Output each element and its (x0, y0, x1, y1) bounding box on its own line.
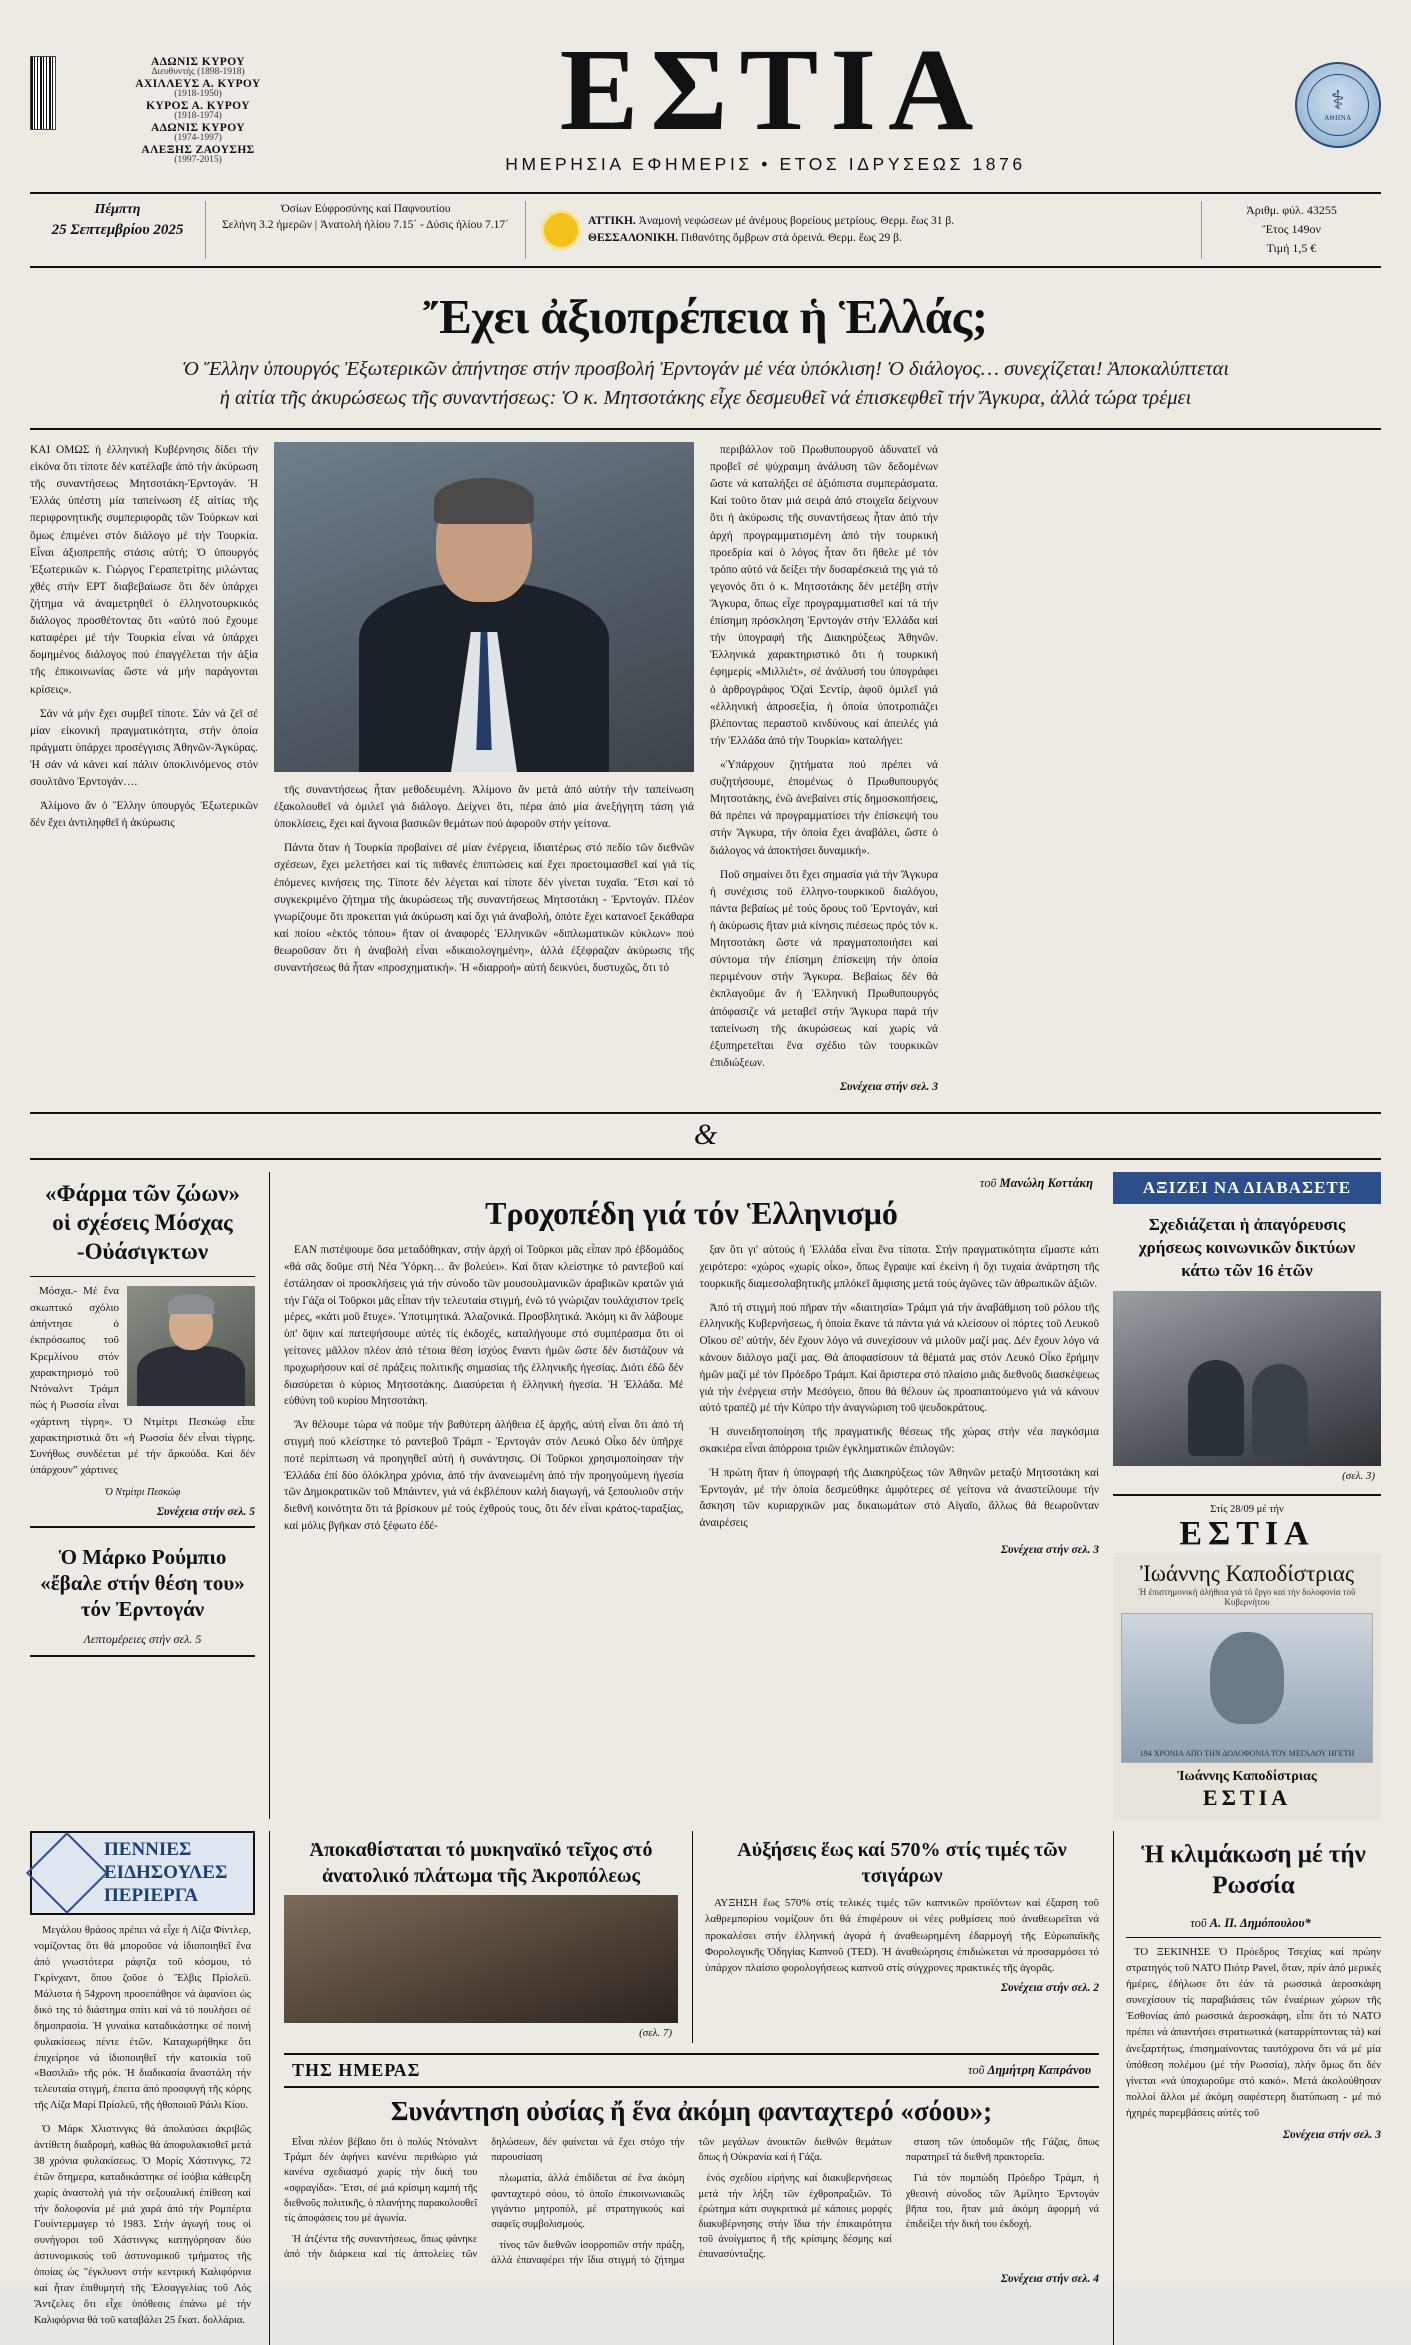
article-paragraph: πλωματία, ἀλλά ἐπιδίδεται σέ ἕνα ἀκόμη φανταχτερό σόου, τό ὁποῖο ἐπικοινωνιακῶς γιγάντιο μητροπόλ, μέ στρατηγικούς καί σαφεῖς συμβολισμούς. (491, 2173, 685, 2230)
farm-article-title: «Φάρμα τῶν ζώων» οἱ σχέσεις Μόσχας -Οὐάσιγκτων (30, 1172, 255, 1277)
peskov-photo (127, 1286, 255, 1406)
editor-name: ΑΛΕΞΗΣ ΖΑΟΥΣΗΣ (141, 144, 255, 157)
kapranos-byline (968, 2063, 1099, 2078)
bottom-center-column (269, 1831, 1099, 2345)
rubio-article-sub: Λεπτομέρειες στήν σελ. 5 (83, 1632, 202, 1647)
middle-section (30, 1172, 1381, 1819)
pennies-logo-icon (26, 1832, 108, 1914)
editor-name: ΑΧΙΛΛΕΥΣ Α. ΚΥΡΟΥ (135, 78, 261, 91)
kapranos-continuation: Συνέχεια στήν σελ. 4 (1000, 2272, 1099, 2285)
subhead-line-2: ἡ αἰτία τῆς ἀκυρώσεως τῆς συναντήσεως: Ὁ κ. Μητσοτάκης εἶχε δεσμευθεῖ νά ἐπισκεφθεῖ τήν Ἄγκυρα, ἀλλά τώρα τρέμει (219, 387, 1192, 410)
acropolis-ref: (σελ. 7) (639, 2027, 672, 2039)
peskov-caption: Ὁ Ντμίτρι Πεσκώφ (104, 1486, 181, 1498)
date: 25 Σεπτεμβρίου 2025 (51, 221, 184, 238)
of-the-day-bar (284, 2053, 1099, 2088)
article-paragraph: Εἶναι πλέον βέβαιο ὅτι ὁ πολύς Ντόναλντ Τράμπ δέν ἀφήνει κανένα περιθώριο γιά κανένα σχεδιασμό χωρίς τήν δική του «σφραγίδα». Ἔτσι, σέ μιά κρίσιμη καμπή τῆς διεθνοῦς πολιτικῆς, ὁ πλανήτης παρακολουθεῖ τίς ἀποφάσεις του μέ ἀγωνία. (284, 2137, 478, 2224)
lead-paragraph: Ποῦ σημαίνει ὅτι ἔχει σημασία γιά τήν Ἄγκυρα ἡ συνέχισις τοῦ ἑλληνο-τουρκικοῦ διαλόγου, πάντα βεβαίως μέ τούς ὅρους τοῦ Ἐρντογάν, καί ἡ ἀκύρωσις ἤταν μιά κίνησις πιέσεως πρός τόν κ. Μητσοτάκη ὥστε νά πραγματοποιήσει καί σύντομα τήν ἐπίσημη ἐπίσκεψη τήν ὁποία περιμένουν στήν Ἄγκυρα. Βεβαίως δέν θά ἐκπλαγοῦμε ἄν ἡ Ἑλληνική Πρωθυπουργός ἀπόφασιζε νά μεταβεῖ στήν Ἄγκυρα παρά τήν ταπείνωση τῆς ἀκυρώσεως καί χωρίς νά ἐξυπηρετεῖται ἕνα σχέδιο τῶν τουρκικῶν ἐπιδιώξεων. (710, 868, 938, 1069)
article-paragraph: Ἡ συνειδητοποίηση τῆς πραγματικῆς θέσεως τῆς χώρας στήν νέα παγκόσμια σκακιέρα εἶναι ἀπόρροια τριῶν ἐγκληματικῶν ἐπιλογῶν: (699, 1426, 1099, 1455)
article-paragraph: Ἡ ἀτζέντα τῆς συναντήσεως, ὅπως φάνηκε ἀπό τήν διάρκεια καί τίς ἀπτολείες τῶν δηλώσεων, δέν φαίνεται νά ἔχει στόχο τήν παρουσίαση (284, 2137, 685, 2261)
bottom-right-column (1113, 1831, 1381, 2345)
masthead-subtitle: ΗΜΕΡΗΣΙΑ ΕΦΗΜΕΡΙΣ • ΕΤΟΣ ΙΔΡΥΣΕΩΣ 1876 (505, 154, 1026, 175)
weather-text: Πιθανότης ὄμβρων στά ὀρεινά. Θερμ. ἕως 29 β. (680, 231, 902, 244)
issue-block (1201, 201, 1381, 259)
lead-paragraph: περιβάλλον τοῦ Πρωθυπουργοῦ ἀδυνατεῖ νά προβεῖ σέ ψύχραιμη ἀνάλυση τῶν δεδομένων ὥστε νά καταλήξει σέ ἀξιόπιστα συμπεράσματα. Καί τοῦτο ὅταν μιά σειρά ἀπό στοιχεῖα δείχνουν ὅτι ἡ ἀκύρωσις τῆς συναντήσεως ἦταν ἀπό τήν ἀρχή προγραμματισμένη ἀπό τήν τουρκική προεδρία καί ὁ λόγος ἦταν ὅτι ἤθελε μέ τόν τρόπο αὐτό νά δείξει τήν δυσαρέσκειά της γιά τό γεγονός ὅτι ὁ κ. Μητσοτάκης δέν μετέβη στήν Ἄγκυρα, ὅπως εἶχε προγραμματισθεῖ καί τά τήν ἐπίσημη πρόσκληση Ἐρντογάν στήν Ἑλλάδα καί τήν ὑπογραφή τῆς Διακηρύξεως Ἀθηνῶν. Ἑλληνικά χαρακτηριστικό ὅτι ἡ τουρκική ἐφημερίς «Μιλλιέτ», σέ ἀνάλυσή του ὑπογράφει ὁ ἀρθρογράφος Ὀζαὶ Σεντίρ, ἀφοῦ ὁμιλεῖ γιά «ἑλληνική ἀπροσεξία, ἡ ὁποία ὑποτροπιάζει βλέποντας περαστοῦ κινδύνους καί ἀπειλές γιά τήν Ἑλλάδα ἀπό τήν Τουρκία» καταλήγει: (710, 444, 938, 747)
weather-region: ΑΤΤΙΚΗ. (588, 214, 636, 227)
kapranos-title: Συνάντηση οὐσίας ἤ ἕνα ἀκόμη φανταχτερό «σόου»; (390, 2096, 993, 2126)
lead-article (30, 442, 1381, 1106)
lead-paragraph: Σάν νά μήν ἔχει συμβεῖ τίποτε. Σάν νά ζεῖ σέ μίαν εἰκονική πραγματικότητα, στήν ὁποία πράγματι ὑπάρχει προσέγγισις Ἀθηνῶν-Ἀγκύρας. Ἡ σάν νά κάνει καί πάλιν ὑποκλινόμενος στόν σουλτᾶνο Ἐρντογάν…. (30, 707, 258, 789)
weather-text: Ἀναμονή νεφώσεων μέ ἀνέμους βορείους μετρίους. Θερμ. ἕως 31 β. (638, 214, 955, 227)
date-block (30, 201, 205, 259)
editors-list (66, 56, 330, 166)
masthead-center (330, 24, 1201, 175)
farm-continuation: Συνέχεια στήν σελ. 5 (156, 1505, 255, 1518)
kottakis-body (284, 1242, 1099, 1540)
weather-region: ΘΕΣΣΑΛΟΝΙΚΗ. (588, 231, 679, 244)
pennies-items (30, 1915, 255, 2344)
article-paragraph: ἑνός σχεδίου εἰρήνης καί διακυβερνήσεως μετά τήν λήξη τῶν ἐχθροπραξιῶν. Τό ἐρώτημα κάτι συγκριτικά μέ κάποιες μορφές διακυβέρνησης στήν ἴδια τήν ἐπικαιρότητα τοῦ ἀνοίγματος ἤ τῆς κρίσιμης δέσμης καί ἐπανασύνταξης. (698, 2173, 892, 2261)
cigarettes-title: Αὐξήσεις ἕως καί 570% στίς τιμές τῶν τσιγάρων (737, 1839, 1067, 1887)
editor-name: ΚΥΡΟΣ Α. ΚΥΡΟΥ (146, 100, 250, 113)
pennies-title: ΠΕΝΝΙΕΣ ΕΙΔΗΣΟΥΛΕΣ ΠΕΡΙΕΡΓΑ (104, 1839, 228, 1906)
farm-article-body: Μόσχα.- Μέ ἕνα σκωπτικό σχόλιο ἀπήντησε ὁ ἐκπρόσωπος τοῦ Κρεμλίνου στόν χαρακτηρισμό τοῦ Ντόναλντ Τράμπ πώς ἡ Ρωσσία εἶναι «χάρτινη τίγρη». Ὁ Ντμίτρι Πεσκώφ εἶπε χαρακτηριστικά ὅτι «ἡ Ρωσσία δέν εἶναι τίγρης. Συνήθως συνδέεται μέ τήν ἄρκούδα. Καί δέν ὑπάρχουν” χάρτινες (30, 1285, 255, 1477)
social-media-title: Σχεδιάζεται ἡ ἀπαγόρευσις χρήσεως κοινωνικῶν δικτύων κάτω τῶν 16 ἐτῶν (1138, 1215, 1356, 1281)
acropolis-title: Ἀποκαθίσταται τό μυκηναϊκό τεῖχος στό ἀνατολικό πλάτωμα τῆς Ἀκροπόλεως (309, 1839, 653, 1887)
editor-years: (1918-1950) (174, 89, 222, 100)
book-badge: 194 ΧΡΟΝΙΑ ΑΠΟ ΤΗΝ ΔΟΛΟΦΟΝΙΑ ΤΟΥ ΜΕΓΑΛΟΥ ΗΓΕΤΗ (1139, 1749, 1355, 1758)
main-subhead (30, 349, 1381, 430)
bottom-left-column (30, 1831, 255, 2345)
book-title: Ἰωάννης Καποδίστριας (1139, 1561, 1355, 1586)
ornament-divider (30, 1112, 1381, 1160)
kapranos-body (284, 2135, 1099, 2269)
book-promo[interactable] (1113, 1553, 1381, 1819)
book-subtitle: Ἡ ἐπιστημονική ἀλήθεια γιά τό ἔργο καί τήν δολοφονία τοῦ Κυβερνήτου (1138, 1587, 1356, 1607)
kottakis-title: Τροχοπέδη γιά τόν Ἑλληνισμό (485, 1195, 898, 1232)
weekday: Πέμπτη (94, 202, 141, 217)
of-the-day-label: ΤΗΣ ΗΜΕΡΑΣ (292, 2060, 421, 2080)
lead-paragraph: τῆς συναντήσεως ἦταν μεθοδευμένη. Ἀλίμονο ἄν μετά ἀπό αὐτήν τήν ταπείνωση ἐξακολουθεῖ νά ὁμιλεῖ γιά διάλογο. Δείχνει ὅτι, πέρα ἀπό μία ἀνεξήγητη τάση γιά ὑποκλίσεις, ἔχει καί ἄγνοια βασικῶν θεμάτων πού ἀφοροῦν στήν γείτονα. (274, 784, 694, 831)
article-paragraph: σταση τῶν ὑποδομῶν τῆς Γάζας, ὅπως παρατηρεῖ τά διεθνῆ πρακτορεῖα. (905, 2137, 1099, 2164)
saints-text: Ὁσίων Εὐφροσύνης καί Παφνουτίου (280, 203, 451, 215)
article-paragraph: Γιά τόν πομπώδη Πρόεδρο Τράμπ, ἡ χθεσινή σύνοδος τῶν Ἀμίλητο Ἐρντογάν βῆπα του, ἤταν μιά ἀκόμη ἀφορμή νά ἐπιδείξει τήν δική του ἐκδοχή. (905, 2173, 1099, 2230)
lead-paragraph: «Ὑπάρχουν ζητήματα πού πρέπει νά συζητήσουμε, ἐπομένως ὁ Πρωθυπουργός Μητσοτάκης, ἐνῶ ἀνεβαίνει στίς δημοσκοπήσεις, θά πρέπει νά προγραμματίσει τήν ἐπίσκεψή του στήν Ἄγκυρα, τήν ὁποία ἔχει ἀναβάλει, ὥστε ὁ διάλογος νά ἀποκτήσει δυναμική». (710, 758, 938, 857)
editor-years: (1997-2015) (174, 155, 222, 166)
masthead-left (30, 34, 330, 166)
seal-label: ΑΘΗΝΑ (1324, 114, 1352, 122)
lead-continuation: Συνέχεια στήν σελ. 3 (839, 1080, 938, 1093)
ampersand-ornament: & (693, 1118, 718, 1152)
lead-paragraph: Πάντα ὅταν ἡ Τουρκία προβαίνει σέ μίαν ἐνέργεια, ἰδιαιτέρως στό πεδίο τῶν διεθνῶν σχέσεων, ἔχει μελετήσει καί τίς πιθανές ἐπιπτώσεις καί ἔχει προετοιμασθεῖ καί γιά τίς ἑπόμενες κινήσεις της. Τίποτε δέν λέγεται καί τίποτε δέν γίνεται τυχαῖα. Ἔτσι καί τό συγκεκριμένο ζήτημα τῆς ἀκυρώσεως τῆς συναντήσεως Μητσοτάκη - Ἐρντογάν. Πλέον γνωρίζουμε ὅτι προκειται γιά ἀκύρωση καί ὄχι γιά ἀναβολή, ὁπότε ἔχει κατανοεῖ ξεκάθαρα καί ποίου «ἑκτός τόπου» ἤταν οἱ ἀναφορές Ἑλληνικῶν «διπλωματικῶν κύκλων» πού θεωροῦσαν ὅτι ἡ ἀναβολή εἶναι «δικαιολογημένη», ἀλλά ἐξέφραζαν ἀκύρωσις τῆς συναντήσεως θά ἦταν «προσχηματική». Ἡ «διαρροή» αὐτή δεικνύει, δυστυχῶς, ὅτι τό (274, 842, 694, 975)
byline-name: Μανώλη Κοττάκη (999, 1176, 1093, 1191)
editor-name: ΑΔΩΝΙΣ ΚΥΡΟΥ (151, 56, 245, 68)
russia-title: Ἡ κλιμάκωση μέ τήν Ρωσσία (1141, 1841, 1366, 1900)
byline-prefix: τοῦ (1190, 1915, 1207, 1930)
newspaper-logo: ΕΣΤΙΑ (559, 24, 986, 155)
lead-column-1 (30, 442, 258, 1096)
promo-date: Στίς 28/09 μέ τήν (1210, 1504, 1284, 1515)
promo-logo: ΕΣΤΙΑ (1179, 1515, 1315, 1552)
athena-seal-icon: ⚕ ΑΘΗΝΑ (1295, 62, 1381, 148)
pennies-header (30, 1831, 255, 1915)
cigarettes-continuation: Συνέχεια στήν σελ. 2 (1000, 1982, 1099, 1995)
mid-center-column (269, 1172, 1099, 1819)
weather-block (525, 201, 1201, 259)
barcode-icon (30, 56, 56, 130)
lead-paragraph: ΚΑΙ ΟΜΩΣ ἡ ἑλληνική Κυβέρνησις δίδει τήν εἰκόνα ὅτι τίποτε δέν κατέλαβε ἀπό τήν ἀκύρωση τῆς συναντήσεως Μητσοτάκη-Ἐρντογάν. Ἡ Ἑλλάς ὑπέστη μία ταπείνωση ἐξ αἰτίας τῆς περιφρονητικῆς συμπεριφορᾶς τῶν Τούρκων καί ὅμως ἐπιμένει στόν διάλογο μέ τήν Τουρκία. Εἶναι ἀξιοπρεπής στάσις αὐτή; Ὁ ὑπουργός Ἐξωτερικῶν κ. Γιώργος Γεραπετρίτης μιλώντας χθές στήν ΕΡΤ διαβεβαίωσε ὅτι δέν ὑπάρχει ζήτημα νά ἀναμετρηθεῖ ὁ ἑλληνοτουρκικός διάλογος προσθέτοντας ὅτι «αὐτό πού ἔχουμε καταφέρει μέ τήν Τουρκία εἶναι νά ὑπάρχει δομημένος διάλογος πού ἐπαγγέλεται τήν ἀξία τῆς ἐπικοινωνίας ὥστε νά μήν παράγονται κρίσεις». (30, 444, 258, 696)
rubio-article-title: Ὁ Μάρκο Ρούμπιο «ἔβαλε στήν θέση του» τόν Ἐρντογάν (40, 1544, 245, 1622)
book-name: Ἰωάννης Καποδίστριας (1177, 1769, 1317, 1784)
main-headline: Ἔχει ἀξιοπρέπεια ἡ Ἑλλάς; (423, 288, 988, 344)
subhead-line-1: Ὁ Ἕλλην ὑπουργός Ἐξωτερικῶν ἀπήντησε στήν προσβολή Ἐρντογάν μέ νέα ὑπόκλιση! Ὁ διάλογος… συνεχίζεται! Ἀποκαλύπτεται (181, 357, 1230, 380)
book-brand: ΕΣΤΙΑ (1202, 1785, 1292, 1810)
byline-prefix: τοῦ (967, 2063, 985, 2077)
issue-number: Ἀριθμ. φύλ. 43255 (1246, 203, 1337, 217)
lead-column-3 (710, 442, 938, 1096)
russia-continuation: Συνέχεια στήν σελ. 3 (1282, 2128, 1381, 2141)
masthead (30, 24, 1381, 184)
russia-body: ΤΟ ΞΕΚΙΝΗΣΕ Ὁ Πρόεδρος Τσεχίας καί πρώην στρατηγός τοῦ ΝΑΤΟ Πιότρ Pavel, ὅταν, πρίν ἀπό μερικές ἡμέρες, ἐδήλωσε ὅτι ἐάν τά ρωσσικά ἀεροσκάφη συνεχίσουν τίς παραβιάσεις τῶν ἐναέριων χώρων τῆς Ἐσθονίας ἀπό ρωσσικά ἀεροσκάφη, εἶπε ὅτι τό ΝΑΤΟ πρέπει νά ἀπαντήσει στρατιωτικά (καταρρίπτοντας τά) καί ἀνεξαρτήτως, ἐπισημαίνοντας ταυτόχρονα ὅτι νά μέ μία ὑπόθεση πολέμου (μέ τήν Ρωσσία), πλήν ὅμως ὅτι δέν γίνεται «νά ὑποχωροῦμε στό κακό». Μετά ἀκολούθησαν πολλοί ἄλλοι μέ ἀκόμη σαφέστερη διατύπωση - μέ πιό ἠχηρές παρεμβάσεις αὐτές τοῦ (1126, 1945, 1381, 2120)
issue-price: Τιμή 1,5 € (1266, 241, 1317, 256)
editor-years: Διευθυντής (1898-1918) (151, 67, 245, 78)
lead-column-2 (274, 442, 694, 1096)
byline-name: Α. Π. Δημόπουλου* (1209, 1915, 1311, 1930)
saints-block (205, 201, 525, 259)
worth-reading-badge: ΑΞΙΖΕΙ ΝΑ ΔΙΑΒΑΣΕΤΕ (1113, 1172, 1381, 1204)
kottakis-byline (284, 1172, 1099, 1191)
mid-left-column (30, 1172, 255, 1819)
kottakis-continuation: Συνέχεια στήν σελ. 3 (1000, 1544, 1099, 1557)
minister-photo (274, 442, 694, 772)
editor-years: (1918-1974) (174, 111, 222, 122)
masthead-right (1201, 34, 1381, 148)
article-paragraph: Ἄν θέλουμε τώρα νά ποῦμε τήν βαθύτερη ἀλήθεια ἐξ ἀρχῆς, αὐτή εἶναι ὅτι ἀπό τή στιγμή πού κλείστηκε τό ραντεβοῦ Τράμπ - Ἐρντογάν στόν Λευκό Οἶκο δέν ὑπῆρχε ποτέ περίπτωση νά προηγηθεῖ αὐτή ἡ συνάντησις. Οἱ Τοῦρκοι χρησιμοποίησαν τήν Ἑλλάδα ἐπί δύο ὁλόκληρα χρόνια, ἀπό τήν ἀνανεωμένη ἀπό τήν προηγούμενη ἡγεσία τῶν Δημοκρατικῶν τοῦ Μπάιντεν, γιά νά ἐκβλέπουν καλή διαγωγή, νά ξεπουλιοῦν στήν διεθνῆ κοινότητα ὅτι τά βρίσκουν μέ τούς ἐχθρούς τους, ὅτι δέν εἶναι κράτος-ταραξίας, καί μόλις βγῆκαν στό ξέφωτο ἐδέ- (284, 1419, 684, 1532)
teens-phones-photo (1113, 1291, 1381, 1466)
cigarettes-body: ΑΥΞΗΣΗ ἕως 570% στίς τελικές τιμές τῶν καπνικῶν προϊόντων καί ἐξαρση τοῦ λαθρεμπορίου νομίζουν ὅτι θά ἐπιφέρουν οἱ νέες ρυθμίσεις πού ἀναθεωρεῖται νά προκαλέσει στήν ἑλληνική ἀγορά ἡ ἀναθεωρημένη ἐδαρμογή τῆς Εὐρωπαϊκῆς Φορολογικῆς Ὁδηγίας Καπνοῦ (ΤΕD). Ἡ ἀναθεώρησις ἐπιδιώκεται νά προσαρμόσει τό ὑπάρχον πλαίσιο φορολογήσεως καπνοῦ στίς σύγχρονες πρακτικές τῆς ἀγορᾶς. (705, 1897, 1099, 1975)
lead-paragraph: Ἀλίμονο ἄν ὁ Ἕλλην ὑπουργός Ἐξωτερικῶν δέν ἔχει ἀντιληφθεῖ ἡ ἀκύρωσις (30, 800, 258, 830)
info-bar (30, 192, 1381, 268)
mid-right-column (1113, 1172, 1381, 1819)
acropolis-photo (284, 1895, 678, 2023)
article-paragraph: τίνος τῶν διεθνῶν ἰσορροπιῶν στήν πράξη, ἀλλά ἐπαναφέρει τήν ἴδια στιγμή τό ζήτημα τῶν μεγάλων ἀνοικτῶν διεθνῶν θεμάτων ὅπως ἡ Οὐκρανία καί ἡ Γάζα. (491, 2137, 892, 2267)
moon-sun-text: Σελήνη 3.2 ἡμερῶν | Ἀνατολή ἡλίου 7.15΄ - Δύσις ἡλίου 7.17΄ (222, 219, 509, 232)
article-paragraph: Ἀπό τή στιγμή πού πῆραν τήν «διαιτησία» Τράμπ γιά τήν ἀναβάθμιση τοῦ ρόλου τῆς ἑλληνικῆς Κυβερνήσεως, ἡ ὁποία ἔκανε τά πάντα γιά νά κλείσουν οἱ πόρτες τοῦ Λευκοῦ Οἴκου σέ' αὐτήν, δέν ἔχουν λόγο νά συνεχίσουν νά μιλοῦν μαζί μας. Δέν ἔχουν λόγο νά κάνουν διάλογο μαζί μας. Θά ἀποφασίσουν τά θέματά μας στόν Λευκό Οἶκο ἔρήμην ἡμῶν μαζί μέ τόν Πρόεδρο Τράμπ. Καί ἄριστερα στό πλαίσιο μιᾶς διεθνοῦς διασκέψεως γιά τήν ἐνέργεια στήν Μεσόγειο, ὅπου θά θέλουν ὡς προαπαιτούμενο γιά νά κάνουν αὐτό τραπέζι μέ τήν Κύπρο τήν ἀναγνώριση τοῦ ψευδοκράτους. (699, 1301, 1099, 1415)
byline-name: Δημήτρη Καπράνου (987, 2063, 1091, 2077)
book-cover-image (1121, 1613, 1373, 1763)
article-paragraph: ΕΑΝ πιστέψουμε ὅσα μεταδόθηκαν, στήν ἀρχή οἱ Τοῦρκοι μᾶς εἶπαν πρό ἑβδομάδος «θά σᾶς δοῦμε στή Νέα Ὑόρκη… ἄν βολεύει». Καί ὅταν κλείστηκε τό ραντεβοῦ καί ἐστάλησαν οἱ προσκλήσεις γιά τήν σύνοδο τῶν μουσουλμανικῶν ἀραβικῶν κρατῶν γιά τήν Γάζα οἱ Τοῦρκοι μᾶς εἶπαν τήν τελευταία στιγμή, ἐνῶ τό γνώριζαν τουλάχιστον τρεῖς μέρες, «κάτι μοῦ ἔτυχε». Ὑποτιμητικά. Ἀλαζονικά. Προσβλητικά. Ἀκόμη κι ἄν λάβουμε ὑπ' ὄψιν καί πατεψήσουμε αὐτές τίς ἐκδοχές, καταλήγουμε στό συμπέρασμα ὅτι οἱ γείτονες μᾶλλον πλέον ἀπό τέτοια θέση ἰσχύος ἔναντι ἡμῶν ὥστε δέν διστάζουν νά προχωρήσουν καί σέ πράξεις πολιτικῆς σημασίας τῆς ἑλληνικῆς ἡγεσίας. Διότι ἐδῶ δέν διασύρεται ὁ κύριος Μητσοτάκης. Διασύρεται ἡ ἑλληνική ἡγεσία. Ἡ Ἑλλάδα. Μέ εὐθύνη τοῦ κυρίου Μητσοτάκη. (284, 1244, 684, 1408)
editor-name: ΑΔΩΝΙΣ ΚΥΡΟΥ (151, 122, 245, 135)
article-paragraph: ξαν ὅτι γι' αὐτούς ἡ Ἑλλάδα εἶναι ἕνα τίποτα. Στήν πραγματικότητα εἴμαστε κάτι χειρότερο: «χώρος «χωρίς οἶκο», ὅπως ἔγραψε καί ἐκείνη ἡ ὄχι τυχαία ἀνάρτηση τῆς τουρκικῆς διαμεσολαβητικῆς μπλόκεῖ ἄμφισης μετά τούς ἀγῶνες τῶν ἀθρωπικῶν ἀξιῶν. (699, 1244, 1099, 1290)
article-paragraph: Ἡ πρώτη ἤταν ἡ ὑπογραφή τῆς Διακηρύξεως τῶν Ἀθηνῶν μεταξύ Μητσοτάκη καί Ἐρντογάν, μέ τήν ὁποία δεσμεύθηκε ἀμφότερες σέ γείτονα νά ἀναστείλουμε τήν ἄσκηση τῶν κυριαρχικῶν μας δικαιωμάτων στό Αἰγαῖο, ἄλλως θά θεωροῦνταν ἀναιρέσεις (699, 1466, 1099, 1530)
byline-prefix: τοῦ (979, 1176, 997, 1191)
editor-years: (1974-1997) (174, 133, 222, 144)
sun-icon (544, 213, 578, 247)
pennies-item: Ὁ Μάρκ Χλιστινγκς θά ἀπολαύσει ἀκριβῶς ἀντίθετη διαδρομή, καθώς θά ἀποφυλακισθεῖ μετά 38 χρόνια φυλακίσεως. Ὁ Μορίς Χάστινγκς, 72 ἐτῶν ὅτημερα, καταδικάστηκε σέ ἰσόβια κάθειρξη χωρίς ἀναστολή γιά τήν σεξουαλική ἐπίθεση καί τήν δολοφονία μέ μιά χαρά ἀπό τήν Ρομπέρτα Γουίντερμαγερ τό 1983. Στήν ἀγωγή τους οἱ συνήγοροι τοῦ Χάστινγκς κατηγόρησαν δύο ἀστυνομικούς τοῦ ἀστυνομικοῦ τμήματος τῆς ὁποίας ὡς "ἐγκλυοντ στήν κεντρική Καλιφόρνια καί ἦταν ἐπιθυμητή τῆς Ἐλσαγγελίας τοῦ Λός Ἄντζελες ὅτι εἶχε ὑπόθεσις ἐπάνω μέ τήν Καλιφόρνια θά τοῦ καταβάλει 25 ἕκατ. δολλάρια. (34, 2124, 251, 2326)
bottom-section (30, 1831, 1381, 2345)
issue-year: Ἔτος 149ον (1262, 222, 1321, 237)
social-media-ref: (σελ. 3) (1342, 1470, 1375, 1482)
pennies-item: Μεγάλου θράσος πρέπει νά εἶχε ἡ Λίζα Φίντλερ, νομίζοντας ὅτι θά μποροῦσε νά ἰδιοποιηθεῖ ἕνα ἀπό γνωστότερα ράφτζα τοῦ κόσμου, τό Γκρίνχαντ, ὅπου ζοῦσε ὁ Ἔλβις Πρίσλεϋ. Μάλιστα ἡ 54χρονη προσεπάθησε νά ἀφανίσει ὡς δικό της τό διάστημα σπίτι καί νά τό πουλήσει σέ δημοπρασία. Ἡ γυναίκα καταδικάστηκε σέ ποινή φυλακίσεως πέντε ἐτῶν. Καταχωρήθηκε ὅτι ἐπιχείρησε νά ἰδιοποιηθεῖ τήν κατοικία τοῦ «Βασιλιᾶ» τῆς ρόκ. Ἡ διαδικασία ἄναστάλη τήν τελευταία στιγμή, ἐπειτα ἀπό προσφυγή τῆς κόρης τῆς Λίζα Μαρί Πρίσλεϋ, τῆς ἠθοποιοῦ Ράιλι Κίου. (34, 1925, 251, 2112)
dimopoulos-byline (1126, 1912, 1381, 1931)
